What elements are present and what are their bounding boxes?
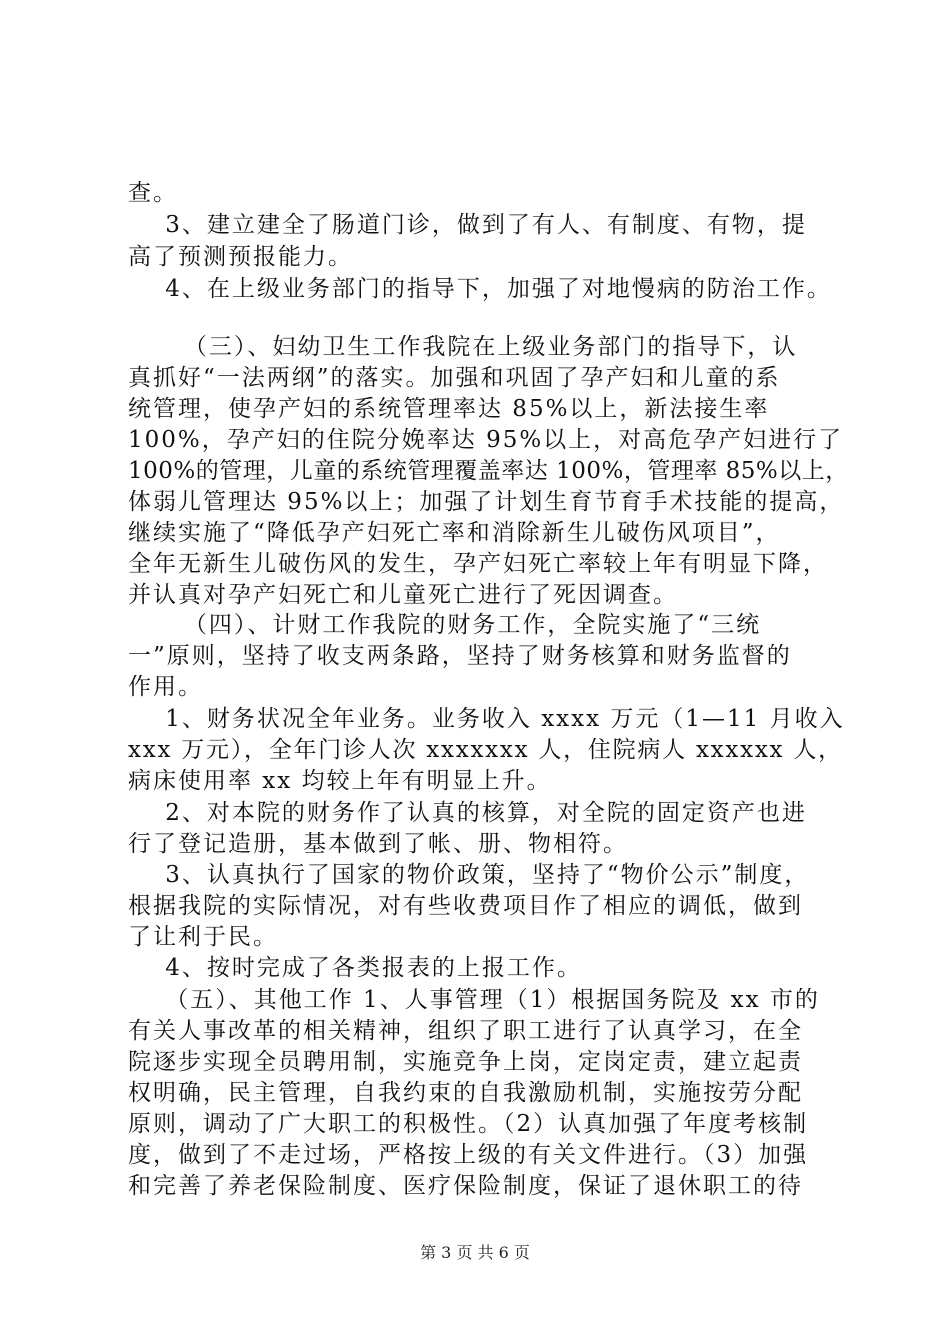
text-line: 病床使用率 xx 均较上年有明显上升。 — [128, 768, 552, 794]
text-line: 1、财务状况全年业务。业务收入 xxxx 万元（1—11 月收入 — [128, 706, 845, 732]
text-line: 一”原则，坚持了收支两条路，坚持了财务核算和财务监督的 — [128, 643, 792, 669]
text-line: 统管理，使孕产妇的系统管理率达 85%以上，新法接生率 — [128, 396, 770, 422]
text-line: 全年无新生儿破伤风的发生，孕产妇死亡率较上年有明显下降， — [128, 551, 828, 577]
text-line: 度，做到了不走过场，严格按上级的有关文件进行。（3）加强 — [128, 1142, 809, 1168]
text-line: 有关人事改革的相关精神，组织了职工进行了认真学习，在全 — [128, 1018, 803, 1044]
text-line: 继续实施了“降低孕产妇死亡率和消除新生儿破伤风项目”， — [128, 520, 781, 546]
page-footer — [0, 1243, 950, 1263]
text-line: （四）、计财工作我院的财务工作，全院实施了“三统 — [128, 612, 762, 638]
text-line: 行了登记造册，基本做到了帐、册、物相符。 — [128, 831, 628, 857]
text-line: xxx 万元），全年门诊人次 xxxxxxx 人，住院病人 xxxxxx 人， — [128, 737, 843, 763]
text-line: 2、对本院的财务作了认真的核算，对全院的固定资产也进 — [128, 800, 807, 826]
text-line: 4、按时完成了各类报表的上报工作。 — [128, 955, 582, 981]
text-line: 真抓好“一法两纲”的落实。加强和巩固了孕产妇和儿童的系 — [128, 365, 781, 391]
text-line: 100%，孕产妇的住院分娩率达 95%以上，对高危孕产妇进行了 — [128, 427, 844, 453]
text-line: 并认真对孕产妇死亡和儿童死亡进行了死因调查。 — [128, 582, 678, 608]
text-line: 根据我院的实际情况，对有些收费项目作了相应的调低，做到 — [128, 893, 803, 919]
text-line: （五）、其他工作 1、人事管理（1）根据国务院及 xx 市的 — [128, 987, 820, 1013]
text-line: 院逐步实现全员聘用制，实施竞争上岗，定岗定责，建立起责 — [128, 1049, 803, 1075]
text-line: 查。 — [128, 180, 178, 206]
text-line: 和完善了养老保险制度、医疗保险制度，保证了退休职工的待 — [128, 1173, 803, 1199]
text-line: 作用。 — [128, 674, 203, 700]
text-line: 4、在上级业务部门的指导下，加强了对地慢病的防治工作。 — [128, 276, 832, 302]
text-line: 原则，调动了广大职工的积极性。（2）认真加强了年度考核制 — [128, 1111, 809, 1137]
text-line: 了让利于民。 — [128, 924, 278, 950]
text-line: 3、建立建全了肠道门诊，做到了有人、有制度、有物，提 — [128, 212, 807, 238]
text-line: 体弱儿管理达 95%以上；加强了计划生育节育手术技能的提高， — [128, 489, 845, 515]
text-line: 权明确，民主管理，自我约束的自我激励机制，实施按劳分配 — [128, 1080, 803, 1106]
page-number: 第 3 页 共 6 页 — [420, 1243, 530, 1262]
text-line: 高了预测预报能力。 — [128, 244, 353, 270]
text-line: 100%的管理，儿童的系统管理覆盖率达 100%，管理率 85%以上， — [128, 458, 849, 484]
text-line: 3、认真执行了国家的物价政策，坚持了“物价公示”制度， — [128, 862, 810, 888]
text-line: （三）、妇幼卫生工作我院在上级业务部门的指导下，认 — [128, 334, 798, 360]
